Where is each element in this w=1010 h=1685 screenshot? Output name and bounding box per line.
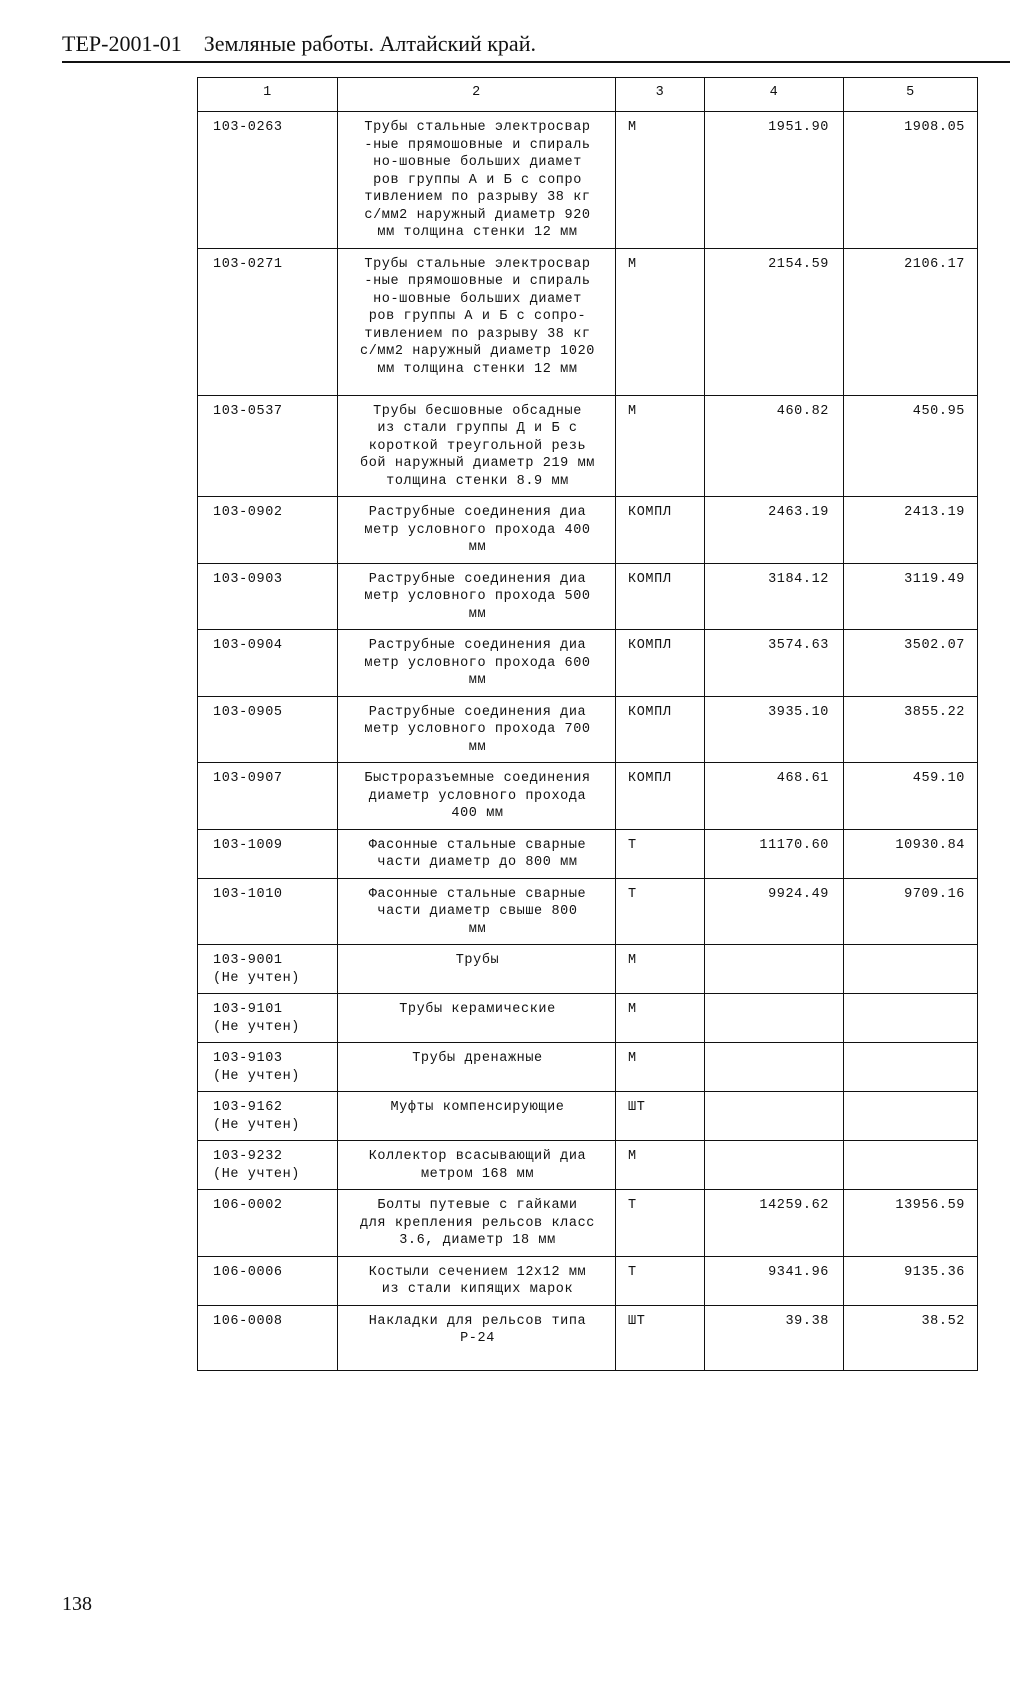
resource-name-line: из стали кипящих марок — [381, 1282, 574, 1297]
price-current-cell: 2463.19 — [705, 497, 844, 564]
resource-code-cell — [198, 1141, 338, 1190]
resource-name-line: метр условного прохода 700 — [364, 722, 591, 737]
resource-name-line: Фасонные стальные сварные — [368, 886, 587, 902]
table-row — [198, 395, 978, 497]
resource-name-line: мм — [468, 739, 487, 755]
unit-cell: КОМПЛ — [616, 630, 705, 697]
resource-name-line: -ные прямошовные и спираль — [364, 274, 591, 289]
table-row — [198, 1190, 978, 1257]
table-body — [198, 112, 978, 1371]
price-base-cell — [844, 1141, 978, 1190]
price-base-cell — [844, 994, 978, 1043]
price-current-cell: 460.82 — [705, 395, 844, 497]
unit-cell: М — [616, 994, 705, 1043]
table-row — [198, 763, 978, 830]
header-rule — [62, 61, 1010, 63]
page-header — [62, 30, 1010, 58]
resource-note: (Не учтен) — [213, 1117, 301, 1133]
resource-name-line: 400 мм — [451, 806, 504, 821]
resource-code: 103-0905 — [213, 704, 283, 720]
resource-name-line: мм — [468, 540, 487, 555]
price-current-cell — [705, 1141, 844, 1190]
table-row — [198, 630, 978, 697]
resource-name-line: метр условного прохода 600 — [364, 655, 591, 671]
resource-name-line: с/мм2 наружный диаметр 1020 — [360, 344, 595, 359]
price-base-cell: 10930.84 — [844, 829, 978, 878]
resource-code: 103-0907 — [213, 771, 283, 786]
table-row — [198, 1043, 978, 1092]
price-base-cell: 2106.17 — [844, 248, 978, 395]
resource-code-cell — [198, 248, 338, 395]
column-header: 4 — [705, 78, 844, 112]
document-title: Земляные работы. Алтайский край. — [203, 31, 536, 56]
resource-name-line: Муфты компенсирующие — [390, 1100, 565, 1115]
resource-code-cell — [198, 395, 338, 497]
document-code: ТЕР-2001-01 — [62, 31, 182, 56]
table-header-row — [198, 78, 978, 112]
resource-code-cell — [198, 1190, 338, 1257]
resource-code-cell — [198, 630, 338, 697]
resource-name-line: Трубы — [455, 953, 500, 968]
resource-name-cell — [338, 1043, 616, 1092]
resource-name-line: метром 168 мм — [420, 1166, 535, 1182]
resource-code-cell — [198, 763, 338, 830]
resource-name-line: с/мм2 наружный диаметр 920 — [364, 207, 591, 223]
price-base-cell: 450.95 — [844, 395, 978, 497]
price-current-cell: 39.38 — [705, 1305, 844, 1370]
resource-name-line: ров группы А и Б с сопро — [373, 172, 582, 188]
table-row — [198, 1092, 978, 1141]
price-current-cell — [705, 1043, 844, 1092]
resource-code-cell — [198, 878, 338, 945]
resource-name-line: мм — [468, 673, 487, 688]
resource-code-cell — [198, 1092, 338, 1141]
price-current-cell: 9341.96 — [705, 1256, 844, 1305]
price-table — [197, 77, 978, 1371]
price-base-cell: 9709.16 — [844, 878, 978, 945]
resource-code: 103-1009 — [213, 837, 283, 853]
price-current-cell: 3574.63 — [705, 630, 844, 697]
table-row — [198, 248, 978, 395]
resource-name-cell — [338, 563, 616, 630]
resource-name-line: Трубы дренажные — [412, 1051, 543, 1066]
resource-code: 103-0537 — [213, 403, 283, 419]
resource-code-cell — [198, 563, 338, 630]
table-row — [198, 829, 978, 878]
unit-cell: М — [616, 112, 705, 249]
resource-name-line: Трубы стальные электросвар — [364, 256, 591, 272]
table-row — [198, 945, 978, 994]
unit-cell: КОМПЛ — [616, 763, 705, 830]
resource-note: (Не учтен) — [213, 1068, 301, 1084]
price-base-cell — [844, 1043, 978, 1092]
resource-name-line: части диаметр до 800 мм — [377, 855, 578, 870]
resource-name-cell — [338, 945, 616, 994]
resource-name-line: короткой треугольной резь — [368, 438, 587, 454]
resource-name-line: метр условного прохода 400 — [364, 522, 591, 538]
resource-name-line: метр условного прохода 500 — [364, 589, 591, 604]
unit-cell: Т — [616, 1256, 705, 1305]
resource-name-line: Фасонные стальные сварные — [368, 837, 587, 853]
table-row — [198, 563, 978, 630]
table-row — [198, 1305, 978, 1370]
table-row — [198, 1256, 978, 1305]
resource-code: 106-0008 — [213, 1313, 283, 1329]
price-base-cell: 38.52 — [844, 1305, 978, 1370]
price-current-cell: 2154.59 — [705, 248, 844, 395]
resource-name-line: диаметр условного прохода — [368, 788, 587, 804]
price-current-cell — [705, 994, 844, 1043]
unit-cell: М — [616, 1043, 705, 1092]
resource-name-line: бой наружный диаметр 219 мм — [360, 456, 595, 471]
table-row — [198, 497, 978, 564]
price-base-cell: 1908.05 — [844, 112, 978, 249]
unit-cell: М — [616, 945, 705, 994]
resource-name-line: Раструбные соединения диа — [368, 505, 587, 520]
resource-name-line: Накладки для рельсов типа — [368, 1313, 587, 1329]
resource-name-line: Костыли сечением 12х12 мм — [368, 1264, 587, 1280]
unit-cell: ШТ — [616, 1092, 705, 1141]
resource-name-cell — [338, 1092, 616, 1141]
unit-cell: ШТ — [616, 1305, 705, 1370]
unit-cell: М — [616, 395, 705, 497]
unit-cell: КОМПЛ — [616, 563, 705, 630]
price-current-cell: 1951.90 — [705, 112, 844, 249]
price-base-cell: 3119.49 — [844, 563, 978, 630]
resource-name-line: Быстроразъемные соединения — [364, 771, 591, 786]
page-number: 138 — [62, 1593, 92, 1615]
resource-code: 103-0904 — [213, 638, 283, 653]
resource-name-line: мм — [468, 921, 487, 937]
price-base-cell: 3502.07 — [844, 630, 978, 697]
resource-name-line: толщина стенки 8.9 мм — [386, 473, 569, 489]
price-current-cell: 9924.49 — [705, 878, 844, 945]
resource-code-cell — [198, 1305, 338, 1370]
unit-cell: Т — [616, 1190, 705, 1257]
resource-note: (Не учтен) — [213, 970, 301, 986]
resource-code-cell — [198, 497, 338, 564]
resource-name-cell — [338, 878, 616, 945]
resource-code-cell — [198, 112, 338, 249]
price-current-cell: 11170.60 — [705, 829, 844, 878]
price-current-cell: 468.61 — [705, 763, 844, 830]
resource-name-cell — [338, 829, 616, 878]
resource-name-line: Раструбные соединения диа — [368, 571, 587, 587]
resource-name-cell — [338, 1190, 616, 1257]
resource-code-cell — [198, 1256, 338, 1305]
resource-name-line: но-шовные больших диамет — [373, 291, 582, 307]
price-base-cell — [844, 945, 978, 994]
table-row — [198, 878, 978, 945]
resource-code: 103-9103 — [213, 1051, 283, 1066]
resource-name-line: Раструбные соединения диа — [368, 638, 587, 653]
resource-name-cell — [338, 112, 616, 249]
unit-cell: М — [616, 248, 705, 395]
price-current-cell — [705, 945, 844, 994]
unit-cell: М — [616, 1141, 705, 1190]
resource-code: 103-0902 — [213, 505, 283, 520]
resource-name-line: мм толщина стенки 12 мм — [377, 225, 578, 240]
resource-code: 106-0002 — [213, 1198, 283, 1213]
resource-name-cell — [338, 248, 616, 395]
resource-note: (Не учтен) — [213, 1019, 301, 1035]
resource-name-cell — [338, 1256, 616, 1305]
resource-name-cell — [338, 696, 616, 763]
price-current-cell: 14259.62 — [705, 1190, 844, 1257]
resource-name-line: Коллектор всасывающий диа — [368, 1149, 587, 1164]
resource-code: 103-0271 — [213, 256, 283, 272]
resource-code-cell — [198, 829, 338, 878]
price-current-cell: 3935.10 — [705, 696, 844, 763]
resource-name-line: -ные прямошовные и спираль — [364, 137, 591, 153]
resource-name-cell — [338, 763, 616, 830]
resource-name-line: 3.6, диаметр 18 мм — [399, 1233, 556, 1248]
resource-name-line: ров группы А и Б с сопро- — [368, 309, 587, 324]
resource-name-cell — [338, 994, 616, 1043]
price-base-cell: 13956.59 — [844, 1190, 978, 1257]
resource-code-cell — [198, 945, 338, 994]
price-current-cell: 3184.12 — [705, 563, 844, 630]
resource-name-line: Трубы стальные электросвар — [364, 120, 591, 135]
resource-name-cell — [338, 1305, 616, 1370]
table-row — [198, 994, 978, 1043]
table-row — [198, 112, 978, 249]
price-base-cell — [844, 1092, 978, 1141]
resource-code: 103-9101 — [213, 1002, 283, 1017]
table-row — [198, 696, 978, 763]
resource-code-cell — [198, 994, 338, 1043]
resource-code-cell — [198, 1043, 338, 1092]
resource-code: 103-9232 — [213, 1149, 283, 1164]
resource-code: 103-1010 — [213, 886, 283, 902]
column-header: 5 — [844, 78, 978, 112]
resource-name-line: части диаметр свыше 800 — [377, 904, 578, 919]
unit-cell: Т — [616, 829, 705, 878]
price-base-cell: 9135.36 — [844, 1256, 978, 1305]
resource-name-cell — [338, 1141, 616, 1190]
price-base-cell: 3855.22 — [844, 696, 978, 763]
resource-name-cell — [338, 630, 616, 697]
resource-name-line: тивлением по разрыву 38 кг — [364, 326, 591, 342]
resource-code: 103-0903 — [213, 571, 283, 587]
resource-note: (Не учтен) — [213, 1166, 301, 1182]
price-base-cell: 459.10 — [844, 763, 978, 830]
price-base-cell: 2413.19 — [844, 497, 978, 564]
resource-name-line: Болты путевые с гайками — [377, 1198, 578, 1213]
unit-cell: КОМПЛ — [616, 696, 705, 763]
resource-code-cell — [198, 696, 338, 763]
resource-name-line: мм толщина стенки 12 мм — [377, 361, 578, 377]
resource-code: 103-9162 — [213, 1100, 283, 1115]
resource-name-cell — [338, 497, 616, 564]
resource-name-line: Раструбные соединения диа — [368, 704, 587, 720]
resource-code: 103-0263 — [213, 120, 283, 135]
column-header: 3 — [616, 78, 705, 112]
resource-code: 103-9001 — [213, 953, 283, 968]
table-row — [198, 1141, 978, 1190]
column-header: 2 — [338, 78, 616, 112]
resource-name-line: для крепления рельсов класс — [360, 1215, 595, 1231]
resource-name-line: тивлением по разрыву 38 кг — [364, 190, 591, 205]
resource-name-cell — [338, 395, 616, 497]
resource-name-line: но-шовные больших диамет — [373, 155, 582, 170]
unit-cell: Т — [616, 878, 705, 945]
resource-name-line: Р-24 — [460, 1331, 495, 1346]
column-header: 1 — [198, 78, 338, 112]
resource-code: 106-0006 — [213, 1264, 283, 1280]
unit-cell: КОМПЛ — [616, 497, 705, 564]
resource-name-line: Трубы керамические — [399, 1002, 556, 1017]
resource-name-line: из стали группы Д и Б с — [377, 421, 578, 436]
resource-name-line: Трубы бесшовные обсадные — [373, 403, 582, 419]
resource-name-line: мм — [468, 606, 487, 622]
price-current-cell — [705, 1092, 844, 1141]
